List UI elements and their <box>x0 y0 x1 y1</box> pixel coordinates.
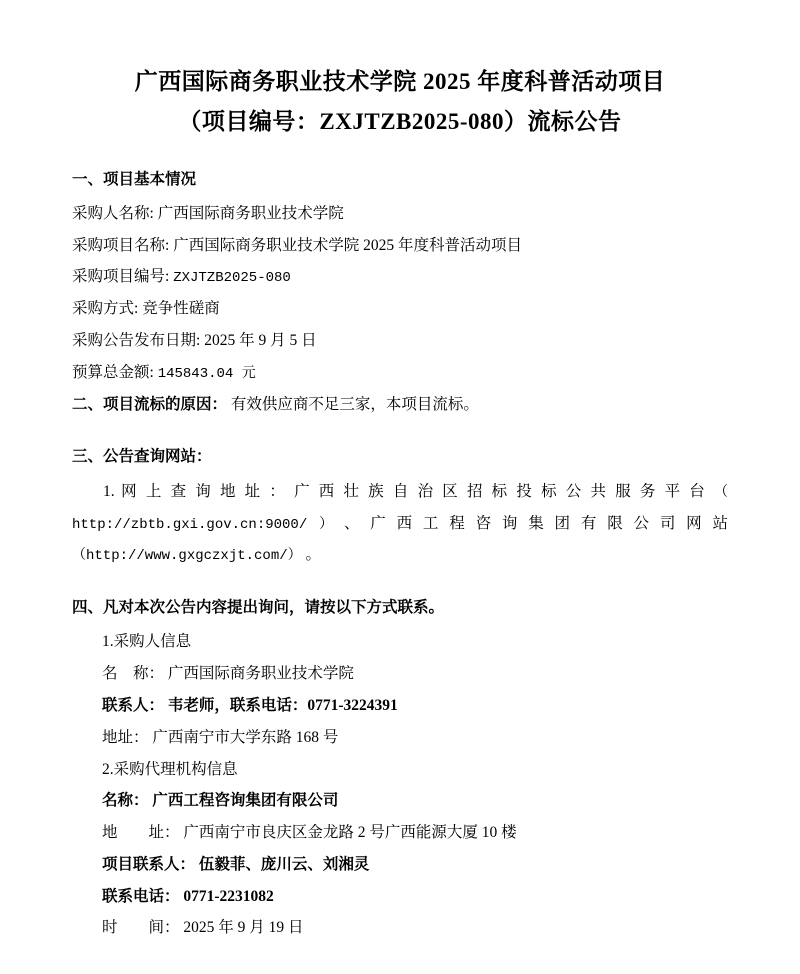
basic-info-label: 采购项目编号: <box>72 268 170 286</box>
purchaser-subheading: 1.采购人信息 <box>102 633 192 651</box>
basic-info-value: 广西国际商务职业技术学院 <box>157 204 344 222</box>
basic-info-row <box>72 230 728 262</box>
section-reason-text: 有效供应商不足三家，本项目流标。 <box>230 395 479 413</box>
agency-row-name <box>102 785 728 817</box>
basic-info-label: 采购公告发布日期: <box>72 332 201 349</box>
title-line-1: 广西国际商务职业技术学院 2025 年度科普活动项目 <box>134 69 666 94</box>
basic-info-value: 2025 年 9 月 5 日 <box>204 332 317 349</box>
agency-row-phone <box>102 881 728 913</box>
agency-row-address <box>102 817 728 849</box>
website-text-part-1: 网 上 查 询 地 址 ： 广 西 壮 族 自 治 区 招 标 投 标 公 共 服 务 平 台 <box>121 482 708 500</box>
purchaser-row-address <box>102 722 728 754</box>
basic-info-row <box>72 198 728 230</box>
basic-info-value: 145843.04 元 <box>157 365 256 382</box>
website-query-paragraph <box>72 476 728 571</box>
website-url-zbtb[interactable]: （ http://zbtb.gxi.gov.cn:9000/ ） <box>72 484 729 533</box>
purchaser-address-label: 地址： <box>102 728 149 746</box>
section-heading-basic-info: 一、项目基本情况 <box>72 170 197 188</box>
agency-address-label: 地 址： <box>102 824 180 842</box>
agency-address-value: 广西南宁市良庆区金龙路 2 号广西能源大厦 10 楼 <box>183 824 517 842</box>
agency-name-value: 广西工程咨询集团有限公司 <box>152 792 339 810</box>
purchaser-info-block <box>72 626 728 944</box>
purchaser-contact-value: 韦老师，联系电话：0771-3224391 <box>167 697 398 714</box>
section-heading-website: 三、公告查询网站： <box>72 448 212 466</box>
purchaser-name-label: 名 称： <box>102 665 165 683</box>
basic-info-row <box>72 325 728 357</box>
purchaser-row-name <box>102 658 728 690</box>
purchaser-address-value: 广西南宁市大学东路 168 号 <box>152 728 339 746</box>
agency-project-contact-value: 伍毅菲、庞川云、刘湘灵 <box>198 855 370 873</box>
agency-row-project-contact <box>102 849 728 881</box>
basic-info-label: 预算总金额: <box>72 363 154 381</box>
agency-project-contact-label: 项目联系人： <box>102 855 196 873</box>
agency-subheading: 2.采购代理机构信息 <box>102 760 238 778</box>
basic-info-row <box>72 357 728 389</box>
basic-info-row <box>72 261 728 293</box>
website-item-number: 1. <box>103 482 115 500</box>
website-text-part-2: 、 广 西 工 程 咨 询 集 团 有 限 公 司 网 站 <box>343 514 728 532</box>
website-text-part-3: 。 <box>305 546 322 564</box>
agency-name-label: 名称： <box>102 792 149 810</box>
basic-info-label: 采购方式: <box>72 300 139 318</box>
agency-phone-value: 0771-2231082 <box>183 887 274 905</box>
agency-date-label: 时 间： <box>102 919 180 937</box>
basic-info-value: 广西国际商务职业技术学院 2025 年度科普活动项目 <box>173 236 522 254</box>
purchaser-row-contact <box>102 690 728 722</box>
basic-info-row <box>72 293 728 325</box>
basic-info-label: 采购人名称: <box>72 204 154 222</box>
basic-info-label: 采购项目名称: <box>72 236 170 254</box>
purchaser-contact-label: 联系人： <box>102 697 165 714</box>
page-title <box>72 62 728 143</box>
basic-info-list <box>72 198 728 389</box>
purchaser-name-value: 广西国际商务职业技术学院 <box>167 665 354 683</box>
section-heading-reason: 二、项目流标的原因： <box>72 395 228 413</box>
agency-date-value: 2025 年 9 月 19 日 <box>183 919 304 937</box>
basic-info-value: 竞争性磋商 <box>142 300 220 318</box>
basic-info-value: ZXJTZB2025-080 <box>173 270 291 287</box>
agency-row-date <box>102 912 728 944</box>
section-heading-contact: 四、凡对本次公告内容提出询问，请按以下方式联系。 <box>72 599 445 617</box>
section-reason <box>72 389 728 421</box>
agency-phone-label: 联系电话： <box>102 887 180 905</box>
title-line-2: （项目编号：ZXJTZB2025-080）流标公告 <box>178 109 622 135</box>
website-url-gxgczxjt[interactable]: （http://www.gxgczxjt.com/） <box>72 548 302 565</box>
